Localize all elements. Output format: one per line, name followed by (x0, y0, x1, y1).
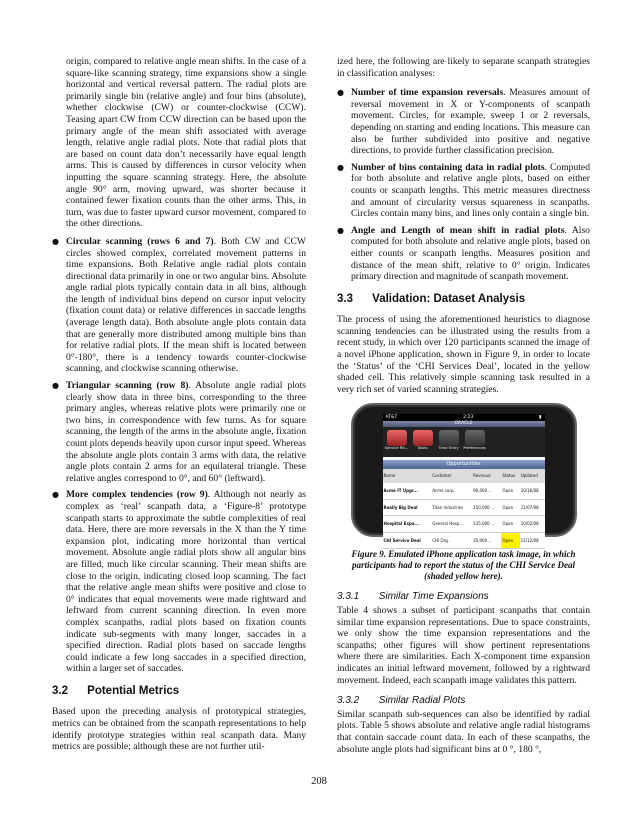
bullet-triangular (52, 380, 306, 484)
table-cell: Titan Industries (431, 499, 472, 516)
bullet-title: Number of time expansion reversals (351, 87, 504, 99)
table-cell: 150,000 ... (472, 499, 501, 516)
bullet-icon: ● (337, 225, 344, 235)
table-header-row (383, 469, 545, 483)
subsection-3-3-1-paragraph: Table 4 shows a subset of participant scanpaths that contain similar time expansion representations. Due to space constraints, we only show the time expansion representations and the scanpaths; other figures will show pertinent representations where there are similarities. Each X-component time expansion indicates an initial leftward movement, followed by a rightward movement. Indeed, each scanpath image validates this pattern. (337, 605, 590, 686)
bullet-title: Number of bins containing data in radial plots (351, 161, 545, 173)
bullet-mean-shift (337, 225, 590, 283)
table-cell: 11/12/08 (520, 532, 545, 549)
figure-9 (337, 403, 590, 582)
iphone-image (351, 403, 577, 543)
preferences-icon: Preferences (465, 430, 485, 446)
bullet-title: Angle and Length of mean shift in radial plots (351, 224, 565, 236)
bullet-reversals (337, 87, 590, 157)
bullet-title: Triangular scanning (row 8) (66, 380, 189, 392)
opportunities-header: Opportunities (383, 460, 545, 469)
iphone-screen (383, 414, 545, 543)
table-cell: Open (501, 483, 519, 499)
bullet-body: . Also computed for both absolute and relative angle plots, based on either counts or scanpath lengths. Measures position and distance of the mean shift, relative to 0° origin. Indicates primary direction and magnitude of scanpath movement. (351, 224, 590, 283)
table-cell: Open (501, 516, 519, 533)
clock-label: 2:23 (463, 415, 474, 421)
bullet-body: . Absolute angle radial plots clearly show data in three bins, corresponding to the three primary angles, whereas relative plots were primarily one or two bins, in correspondence with few turns. As for square scanning, the length of the arms in the absolute angle, fixation count plots depends heavily upon cursor input speed. Whereas the absolute angle plots contain 3 arms with data, the relative angle plots contain 2 arms for an equilateral triangle. These relative angles correspond to 0°, and 60° (leftward). (66, 380, 306, 484)
app-icon-row (383, 427, 545, 457)
bullet-title: More complex tendencies (row 9) (66, 489, 208, 501)
bullet-body: . Measures amount of reversal movement in X or Y-components of scanpath movement. Circles, for example, sweep 1 or 2 reversals, depending on starting and ending locations. This measure can also be further subdivided into positive and negative directions, to provide further classification precision. (351, 87, 590, 157)
left-column (52, 56, 306, 753)
table-cell: 10/16/08 (520, 483, 545, 499)
bullet-circular (52, 236, 306, 375)
column-header: Customer (431, 469, 472, 483)
table-cell: CHI Service Deal (383, 532, 432, 549)
bullet-bins (337, 162, 590, 220)
table-cell: 90,000 ... (472, 483, 501, 499)
table-cell: 10/02/08 (520, 516, 545, 533)
bullet-icon: ● (337, 162, 344, 172)
highlighted-status-cell: Open (501, 532, 519, 549)
table-cell: 35,000 ... (472, 532, 501, 549)
table-cell: 135,000 ... (472, 516, 501, 533)
bullet-body: . Both CW and CCW circles showed complex, correlated movement patterns in time expansions. Both Relative angle radial plots contain directional data primarily in one or two angular bins. Absolute angle radial plots typically contain data in all bins, although the length of individual bins depend on cursor input velocity (fixation count data) or relative differences in saccade lengths (average length data). Both absolute angle plots contain data that are generally more distributed among multiple bins than for relative radial plots. If the mean shift is located between 0°-180°, there is a tendency towards counter-clockwise scanning, and clockwise scanning otherwise. (66, 235, 306, 375)
battery-icon: ▮ (539, 415, 542, 421)
table-cell: General Hosp... (431, 516, 472, 533)
tasks-icon: Tasks (413, 430, 433, 446)
right-intro-paragraph: ized here, the following are likely to separate scanpath strategies in classification analyses: (337, 56, 590, 79)
table-row (383, 532, 545, 549)
carrier-label: AT&T (385, 415, 398, 421)
section-3-2-paragraph: Based upon the preceding analysis of prototypical strategies, metrics can be obtained from the scanpath representations to help identify prototype strategies within real scanpath data. Many metrics are possible; although these are not further util- (52, 706, 306, 753)
table-cell: CHI Org. (431, 532, 472, 549)
bullet-body: . Computed for both absolute and relative angle plots, based on either counts or scanpath lengths. This metric measures directness and amount of circularity versus squareness in scanpaths. Circles contain many bins, and lines only contain a single bin. (351, 161, 590, 220)
page-number: 208 (311, 776, 327, 787)
column-header: Name (383, 469, 432, 483)
left-intro-paragraph: origin, compared to relative angle mean shifts. In the case of a square-like scanning strategy, time expansions show a single horizontal and vertical reversal pattern. The radial plots are primarily single bin (relative angle) and four bins (absolute), whether clockwise (CW) or counter-clockwise (CCW). Teasing apart CW from CCW direction can be based upon the primary angle of the mean shift associated with average length, relative angle radial plots. Note that radial plots that are based on count data don’t necessarily have equal length arms. This is caused by differences in cursor velocity when inputting the square scanning strategy. Here, the absolute angle 90° arm, moving upward, was shorter because it contained fewer fixation counts than the other arms. This, in turn, was due to faster upward cursor movement, compared to the other directions. (66, 56, 306, 230)
column-header: Revenue (472, 469, 501, 483)
time-entry-icon: Time Entry (439, 430, 459, 446)
table-cell: Open (501, 499, 519, 516)
bullet-title: Circular scanning (rows 6 and 7) (66, 235, 214, 247)
right-column (337, 56, 590, 755)
table-row (383, 516, 545, 533)
table-cell: Hospital Expa... (383, 516, 432, 533)
figure-caption: Figure 9. Emulated iPhone application task image, in which participants had to report the status of the CHI Service Deal (shaded yellow here). (351, 549, 576, 582)
table-cell: Acme IT Upgr... (383, 483, 432, 499)
section-heading-3-3: 3.3 Validation: Dataset Analysis (337, 292, 526, 305)
table-cell: Acme corp. (431, 483, 472, 499)
subsection-heading-3-3-1: 3.3.1 Similar Time Expansions (337, 591, 489, 603)
bullet-body: . Although not nearly as complex as ‘real’ scanpath data, a ‘Figure-8’ prototype scanpath starts to approximate the subtle complexities of real data. Here, there are more reversals in the X than the Y time expansion plot, indicating more horizontal than vertical movement. Absolute angle radial plots show all angular bins are filled, much like circular scanning. Their mean shifts are close to the origin, indicating closed loop scanning. The fact that the relative angle mean shifts were positive and close to 0° indicates that equal movements were made rightward and leftward from current scanning direction. In even more complex scanpaths, radial plots based on fixation counts indicate sub-segments with many longer, saccades in a specified direction. Radial plots based on saccade lengths could indicate a few long saccades in a specified direction, within a larger set of saccades. (66, 489, 306, 675)
table-cell: 11/07/08 (520, 499, 545, 516)
app-title: ORACLE (383, 421, 545, 427)
table-row (383, 483, 545, 499)
bullet-icon: ● (52, 381, 59, 391)
table-row (383, 499, 545, 516)
section-heading-3-2: 3.2 Potential Metrics (52, 684, 180, 697)
bullet-icon: ● (52, 490, 59, 500)
column-header: Updated (520, 469, 545, 483)
subsection-heading-3-3-2: 3.3.2 Similar Radial Plots (337, 695, 466, 707)
service-request-icon: Service Re... (387, 430, 407, 446)
subsection-3-3-2-paragraph: Similar scanpath sub-sequences can also be identified by radial plots. Table 5 shows absolute and relative angle radial histograms that contain saccade count data. In each of these scanpaths, the absolute angle plots had significant bins at 0 °, 180 °, (337, 708, 590, 755)
bullet-icon: ● (52, 236, 59, 246)
column-header: Status (501, 469, 519, 483)
opportunities-table (383, 469, 545, 549)
bullet-icon: ● (337, 88, 344, 98)
section-3-3-paragraph: The process of using the aforementioned heuristics to diagnose scanning tendencies can be illustrated using the results from a recent study, in which over 120 participants scanned the image of a novel iPhone application, shown in Figure 9, in order to locate the ‘Status’ of the ‘CHI Services Deal’, located in the yellow shaded cell. This relatively simple scanning task resulted in a very rich set of varied scanning strategies. (337, 314, 590, 395)
table-cell: Really Big Deal (383, 499, 432, 516)
bullet-complex (52, 489, 306, 675)
